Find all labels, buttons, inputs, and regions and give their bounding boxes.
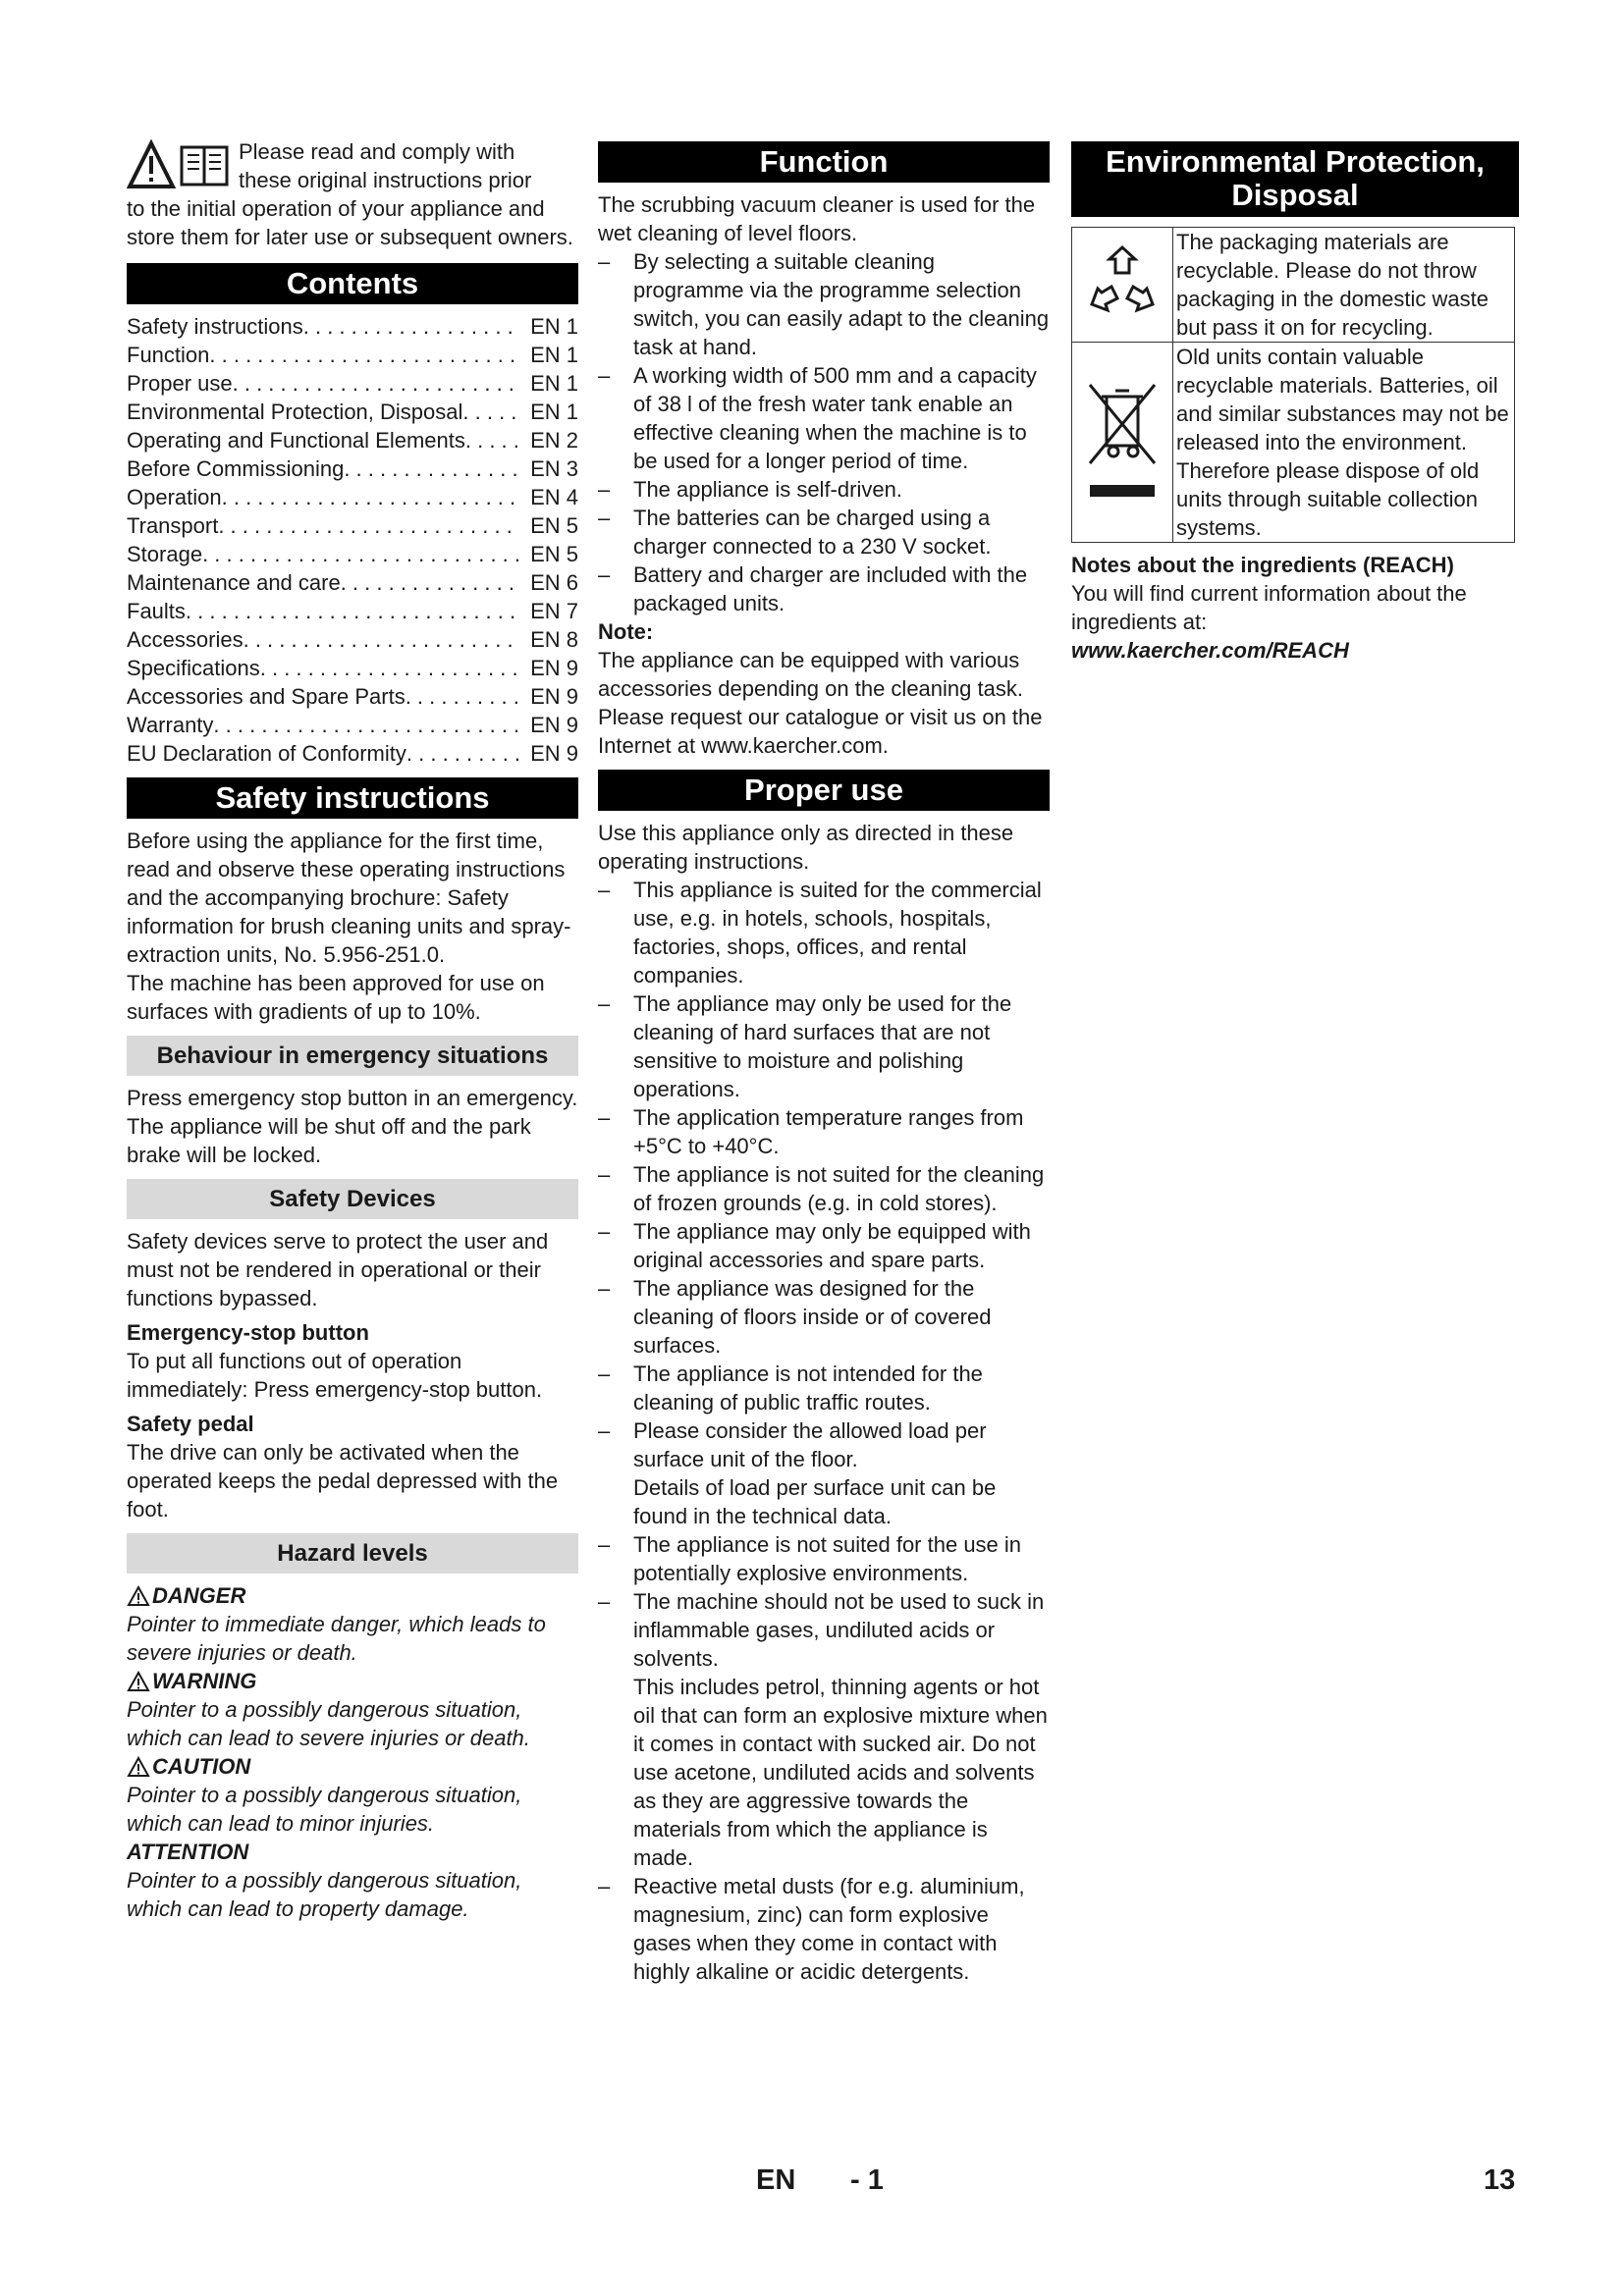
column-middle [598,137,1050,1986]
toc-leader-dots [233,369,519,398]
toc-entry-page: EN 6 [530,570,578,595]
toc-leader-dots [465,426,519,454]
table-row [1072,228,1515,343]
footer-section-page: - 1 [850,2164,884,2196]
toc-leader-dots [213,711,519,739]
toc-entry[interactable] [127,711,578,739]
toc-entry[interactable] [127,540,578,568]
toc-entry-page: EN 9 [530,684,578,709]
hazard-warning-title [127,1667,578,1695]
toc-entry-page: EN 9 [530,656,578,680]
toc-entry-title: Accessories and Spare Parts [127,684,406,709]
list-item: – This appliance is suited for the commercial use, e.g. in hotels, schools, hospitals, factories, shops, offices, and rental companies. [598,876,1050,989]
toc-entry-page: EN 9 [530,713,578,737]
toc-entry-title: Operation [127,485,222,509]
toc-entry-title: Faults [127,599,186,623]
toc-leader-dots [260,654,519,682]
reach-text: You will find current information about the ingredients at: [1071,581,1467,634]
reach-link[interactable]: www.kaercher.com/REACH [1071,638,1349,663]
toc-entry[interactable] [127,369,578,398]
proper-use-intro: Use this appliance only as directed in these operating instructions. [598,821,1014,874]
toc-entry-page: EN 1 [530,314,578,339]
pedal-heading: Safety pedal [127,1412,254,1436]
safety-heading: Safety instructions [127,777,578,819]
toc-entry-page: EN 4 [530,485,578,509]
list-item: – The appliance was designed for the cleaning of floors inside or of covered surfaces. [598,1274,1050,1360]
intro-line-2: these original instructions prior [239,168,532,192]
proper-use-heading: Proper use [598,770,1050,811]
recycle-icon [1080,240,1164,324]
function-heading: Function [598,141,1050,183]
toc-leader-dots [344,454,519,483]
toc-entry-page: EN 7 [530,599,578,623]
toc-entry-title: Transport [127,513,219,538]
toc-entry-page: EN 1 [530,371,578,396]
environment-heading [1071,141,1519,217]
toc-leader-dots [222,483,519,511]
toc-leader-dots [244,625,519,654]
list-item: – The appliance is self-driven. [598,475,1050,504]
toc-leader-dots [202,540,519,568]
toc-leader-dots [406,682,519,711]
hazard-danger-text: Pointer to immediate danger, which leads to severe injuries or death. [127,1612,546,1665]
note-label: Note: [598,619,654,644]
recycle-icon-cell [1072,228,1173,343]
toc-entry[interactable] [127,654,578,682]
emergency-heading: Behaviour in emergency situations [127,1036,578,1076]
toc-entry-title: Specifications [127,656,260,680]
warning-triangle-icon [127,1671,150,1692]
warning-triangle-icon [127,1585,150,1607]
pedal-text: The drive can only be activated when the operated keeps the pedal depressed with the foot. [127,1440,559,1522]
toc-entry-page: EN 8 [530,627,578,652]
toc-entry-page: EN 2 [530,428,578,453]
note-text-1: The appliance can be equipped with various accessories depending on the cleaning task. [598,648,1023,701]
crossed-out-bin-icon [1080,375,1164,503]
hazard-caution-label: CAUTION [152,1754,251,1779]
toc-leader-dots [406,739,519,768]
function-list [598,247,1050,617]
environment-heading-line-2: Disposal [1231,178,1359,212]
toc-leader-dots [341,568,519,597]
hazard-levels-heading: Hazard levels [127,1533,578,1574]
weee-icon-cell [1072,343,1173,543]
toc-entry-title: Accessories [127,627,244,652]
toc-entry-page: EN 5 [530,542,578,566]
toc-leader-dots [218,511,519,540]
toc-entry-page: EN 1 [530,400,578,424]
toc-leader-dots [186,597,519,625]
toc-entry-page: EN 3 [530,456,578,481]
intro-block [127,137,578,251]
toc-entry[interactable] [127,398,578,426]
toc-entry-title: Warranty [127,713,214,737]
toc-entry-title: EU Declaration of Conformity [127,741,406,766]
column-right [1071,137,1519,665]
safety-devices-text: Safety devices serve to protect the user and must not be rendered in operational or their functions bypassed. [127,1229,549,1310]
toc-entry[interactable] [127,568,578,597]
toc-entry-title: Storage [127,542,203,566]
list-item: – The appliance is not suited for the use in potentially explosive environments. [598,1530,1050,1587]
list-item: – The appliance is not suited for the cleaning of frozen grounds (e.g. in cold stores). [598,1160,1050,1217]
table-of-contents [127,312,578,768]
toc-entry[interactable] [127,625,578,654]
emergency-text: Press emergency stop button in an emergency. The appliance will be shut off and the park brake will be locked. [127,1086,578,1167]
proper-use-list [598,876,1050,1986]
hazard-danger-label: DANGER [152,1583,246,1608]
toc-leader-dots [303,312,519,341]
environment-table [1071,227,1515,543]
list-item: – The appliance is not intended for the cleaning of public traffic routes. [598,1360,1050,1416]
hazard-list [127,1581,578,1923]
toc-entry-title: Before Commissioning [127,456,345,481]
list-item: – The batteries can be charged using a charger connected to a 230 V socket. [598,504,1050,561]
contents-heading: Contents [127,263,578,304]
list-item: – Battery and charger are included with the packaged units. [598,561,1050,617]
list-item: – Reactive metal dusts (for e.g. aluminium, magnesium, zinc) can form explosive gases when they come in contact with highly alkaline or acidic detergents. [598,1872,1050,1986]
list-item: – By selecting a suitable cleaning programme via the programme selection switch, you can easily adapt to the cleaning task at hand. [598,247,1050,361]
column-left [127,137,578,1923]
toc-entry[interactable] [127,597,578,625]
list-item: – A working width of 500 mm and a capacity of 38 l of the fresh water tank enable an effective cleaning when the machine is to be used for a longer period of time. [598,361,1050,475]
environment-heading-line-1: Environmental Protection, [1106,144,1485,179]
toc-entry-title: Operating and Functional Elements [127,428,465,453]
function-intro: The scrubbing vacuum cleaner is used for the wet cleaning of level floors. [598,192,1036,245]
toc-entry-page: EN 9 [530,741,578,766]
list-item: – The machine should not be used to suck in inflammable gases, undiluted acids or solvents. This includes petrol, thinning agents or hot oil that can form an explosive mixture when it comes in contact with sucked air. Do not use acetone, undiluted acids and solvents as they are aggressive towards the materials from which the appliance is made. [598,1587,1050,1872]
safety-devices-heading: Safety Devices [127,1179,578,1219]
toc-entry-title: Proper use [127,371,233,396]
toc-leader-dots [462,398,519,426]
hazard-attention-title [127,1838,578,1866]
toc-entry[interactable] [127,511,578,540]
reach-heading: Notes about the ingredients (REACH) [1071,553,1454,577]
toc-entry[interactable] [127,312,578,341]
old-units-text: Old units contain valuable recyclable materials. Batteries, oil and similar substances may not be released into the environment. Therefore please dispose of old units through suitable collection systems. [1173,343,1515,543]
list-item: – The appliance may only be used for the cleaning of hard surfaces that are not sensitive to moisture and polishing operations. [598,989,1050,1103]
toc-entry-title: Maintenance and care [127,570,341,595]
packaging-text: The packaging materials are recyclable. Please do not throw packaging in the domestic waste but pass it on for recycling. [1173,228,1515,343]
safety-para-1: Before using the appliance for the first time, read and observe these operating instructions and the accompanying brochure: Safety information for brush cleaning units and spray-extraction units, No. 5.956-251.0. [127,828,571,967]
footer-language: EN [756,2164,796,2196]
hazard-caution-text: Pointer to a possibly dangerous situation, which can lead to minor injuries. [127,1783,522,1836]
intro-text: to the initial operation of your appliance and store them for later use or subsequent owners. [127,196,573,249]
hazard-caution-title [127,1752,578,1781]
toc-entry[interactable] [127,341,578,369]
warning-manual-icon [127,139,233,190]
toc-entry-page: EN 1 [530,343,578,367]
estop-heading: Emergency-stop button [127,1320,369,1345]
hazard-warning-text: Pointer to a possibly dangerous situation, which can lead to severe injuries or death. [127,1697,530,1750]
hazard-attention-label: ATTENTION [127,1840,249,1864]
estop-text: To put all functions out of operation immediately: Press emergency-stop button. [127,1349,543,1402]
footer-page-number: 13 [1484,2164,1516,2196]
hazard-danger-title [127,1581,578,1610]
safety-para-2: The machine has been approved for use on surfaces with gradients of up to 10%. [127,971,545,1024]
toc-entry-title: Safety instructions [127,314,303,339]
toc-entry[interactable] [127,739,578,768]
hazard-attention-text: Pointer to a possibly dangerous situation, which can lead to property damage. [127,1868,522,1921]
toc-entry-title: Function [127,343,210,367]
toc-entry[interactable] [127,483,578,511]
list-item: – The application temperature ranges from +5°C to +40°C. [598,1103,1050,1160]
table-row [1072,343,1515,543]
warning-triangle-icon [127,1756,150,1778]
hazard-warning-label: WARNING [152,1669,257,1693]
toc-leader-dots [209,341,519,369]
toc-entry-page: EN 5 [530,513,578,538]
toc-entry[interactable] [127,454,578,483]
toc-entry[interactable] [127,426,578,454]
toc-entry-title: Environmental Protection, Disposal [127,400,463,424]
note-text-2: Please request our catalogue or visit us on the Internet at www.kaercher.com. [598,705,1043,758]
list-item: – The appliance may only be equipped with original accessories and spare parts. [598,1217,1050,1274]
list-item: – Please consider the allowed load per surface unit of the floor. Details of load per surface unit can be found in the technical data. [598,1416,1050,1530]
intro-line-1: Please read and comply with [239,139,515,164]
toc-entry[interactable] [127,682,578,711]
